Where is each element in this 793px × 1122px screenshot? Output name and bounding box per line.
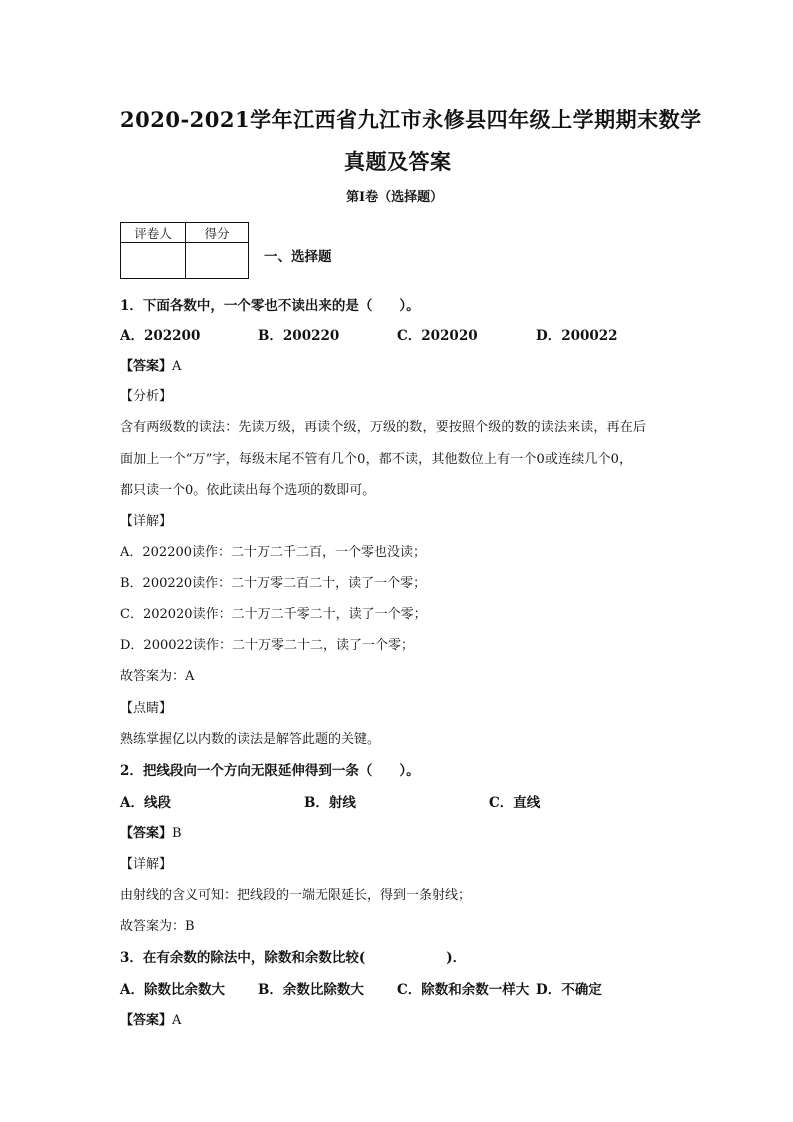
- question-1-option-b: B．200220: [258, 328, 340, 344]
- detail-line: A．202200读作：二十万二千二百，一个零也没读；: [120, 545, 427, 560]
- question-3-option-a: A．除数比余数大: [120, 982, 225, 998]
- section-heading: 一、选择题: [264, 249, 332, 265]
- score-table-header-reviewer: 评卷人: [121, 223, 186, 243]
- question-1-option-c: C．202020: [397, 328, 478, 344]
- score-table-cell-score: [186, 243, 249, 279]
- answer-value: A: [172, 1013, 182, 1028]
- score-table-header-score: 得分: [186, 223, 249, 243]
- doc-title-line1: 2020-2021学年江西省九江市永修县四年级上学期期末数学: [120, 107, 702, 132]
- score-table-cell-reviewer: [121, 243, 186, 279]
- question-1-answer: [120, 355, 181, 374]
- answer-value: B: [172, 826, 182, 841]
- detail-line: B．200220读作：二十万零二百二十，读了一个零；: [120, 576, 427, 591]
- answer-value: A: [172, 359, 182, 374]
- analysis-line: 都只读一个0。依此读出每个选项的数即可。: [120, 483, 376, 498]
- question-3-stem: 3．在有余数的除法中，除数和余数比较( )．: [120, 950, 467, 966]
- analysis-tag: 【分析】: [120, 389, 173, 404]
- analysis-line: 含有两级数的读法：先读万级，再读个级，万级的数，要按照个级的数的读法来读，再在后: [120, 420, 647, 435]
- question-3-option-b: B．余数比除数大: [258, 982, 364, 998]
- question-2-option-c: C．直线: [489, 795, 541, 811]
- question-2-option-b: B．射线: [304, 795, 356, 811]
- comment-tag: 【点睛】: [120, 701, 173, 716]
- question-3-option-d: D．不确定: [536, 982, 602, 998]
- question-3-option-c: C．除数和余数一样大: [397, 982, 530, 998]
- volume-label: 第I卷（选择题）: [346, 190, 444, 205]
- question-2-answer: [120, 822, 182, 841]
- question-1-stem: 1．下面各数中，一个零也不读出来的是（ ）。: [120, 298, 420, 314]
- question-3-answer: [120, 1009, 181, 1028]
- question-1-option-d: D．200022: [536, 328, 618, 344]
- question-2-stem: 2．把线段向一个方向无限延伸得到一条（ ）。: [120, 763, 420, 779]
- question-2-option-a: A．线段: [120, 795, 171, 811]
- detail-tag: 【详解】: [120, 857, 173, 872]
- conclusion: 故答案为：B: [120, 919, 195, 934]
- answer-tag: 【答案】: [120, 826, 173, 841]
- detail-line: C．202020读作：二十万二千零二十，读了一个零；: [120, 607, 427, 622]
- detail-line: D．200022读作：二十万零二十二，读了一个零；: [120, 638, 415, 653]
- score-table: [120, 222, 249, 279]
- answer-tag: 【答案】: [120, 1013, 173, 1028]
- doc-title-line2: 真题及答案: [344, 149, 452, 174]
- question-1-option-a: A．202200: [120, 328, 201, 344]
- detail-tag: 【详解】: [120, 514, 173, 529]
- detail-line: 由射线的含义可知：把线段的一端无限延长，得到一条射线；: [120, 888, 472, 903]
- answer-tag: 【答案】: [120, 359, 173, 374]
- conclusion: 故答案为：A: [120, 669, 195, 684]
- analysis-line: 面加上一个“万”字，每级末尾不管有几个0，都不读，其他数位上有一个0或连续几个0，: [120, 452, 633, 467]
- comment-text: 熟练掌握亿以内数的读法是解答此题的关键。: [120, 732, 381, 747]
